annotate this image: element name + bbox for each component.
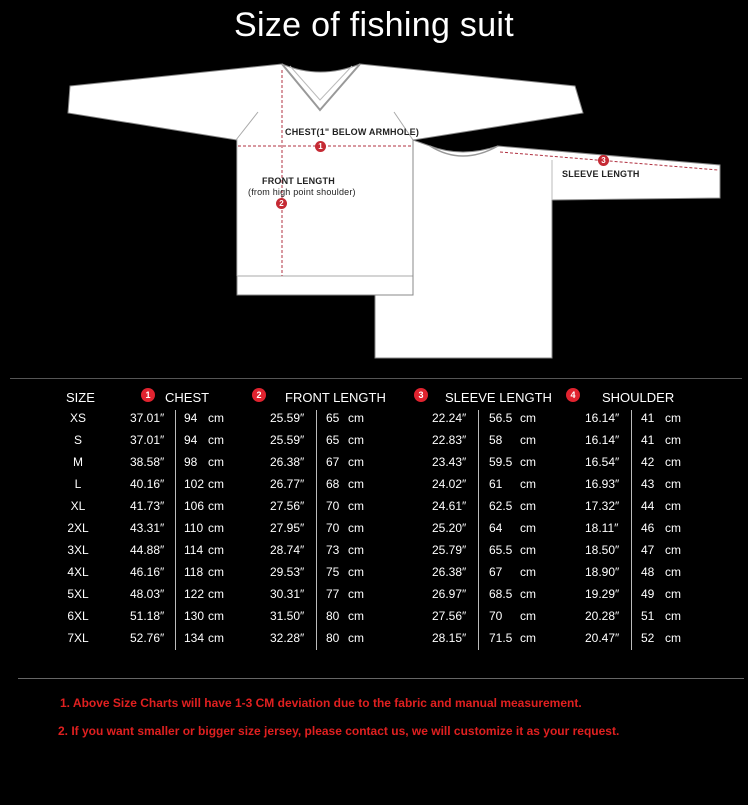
shoulder-unit-cell: cm: [665, 565, 681, 579]
size-cell: S: [73, 433, 82, 447]
size-cell: XS: [69, 411, 86, 425]
chest-inches-cell: 37.01″: [130, 411, 165, 425]
table-top-divider: [10, 378, 742, 379]
size-cell: XL: [70, 499, 86, 513]
front-header-badge: 2: [252, 388, 266, 402]
sleeve-cm-cell: 67: [489, 565, 503, 579]
sleeve-cm-cell: 68.5: [489, 587, 513, 601]
size-cell: M: [73, 455, 83, 469]
shoulder-cm-cell: 49: [641, 587, 655, 601]
front-unit-cell: cm: [348, 609, 364, 623]
shoulder-cm-cell: 42: [641, 455, 655, 469]
sleeve-inches-cell: 23.43″: [432, 455, 467, 469]
sleeve-badge: 3: [598, 155, 609, 166]
size-cell: 7XL: [67, 631, 89, 645]
sleeve-unit-cell: cm: [520, 609, 536, 623]
front-inches-cell: 26.77″: [270, 477, 305, 491]
chest-inches-cell: 52.76″: [130, 631, 165, 645]
sleeve-unit-cell: cm: [520, 411, 536, 425]
chest-cm-cell: 94: [184, 411, 198, 425]
chest-cm-cell: 114: [184, 543, 204, 557]
sleeve-unit-cell: cm: [520, 631, 536, 645]
sleeve-inches-cell: 25.79″: [432, 543, 467, 557]
front-inches-cell: 25.59″: [270, 411, 305, 425]
front-unit-cell: cm: [348, 521, 364, 535]
chest-unit-cell: cm: [208, 521, 224, 535]
table-row: [0, 517, 748, 539]
note-1: 1. Above Size Charts will have 1-3 CM deviation due to the fabric and manual measurement.: [60, 696, 582, 710]
shoulder-inches-cell: 18.50″: [585, 543, 620, 557]
chest-cm-cell: 106: [184, 499, 205, 513]
shoulder-unit-cell: cm: [665, 499, 681, 513]
shoulder-unit-cell: cm: [665, 609, 681, 623]
front-length-header: FRONT LENGTH: [285, 390, 386, 405]
front-inches-cell: 28.74″: [270, 543, 305, 557]
front-inches-cell: 27.56″: [270, 499, 305, 513]
size-cell: 5XL: [67, 587, 89, 601]
sleeve-cm-cell: 65.5: [489, 543, 513, 557]
shoulder-unit-cell: cm: [665, 543, 681, 557]
sleeve-cm-cell: 59.5: [489, 455, 513, 469]
shoulder-unit-cell: cm: [665, 411, 681, 425]
chest-label: CHEST(1" BELOW ARMHOLE): [285, 127, 420, 137]
shoulder-unit-cell: cm: [665, 433, 681, 447]
front-unit-cell: cm: [348, 499, 364, 513]
shoulder-inches-cell: 16.14″: [585, 433, 620, 447]
shoulder-cm-cell: 44: [641, 499, 655, 513]
front-cm-cell: 67: [326, 455, 340, 469]
chest-unit-cell: cm: [208, 477, 224, 491]
sleeve-cm-cell: 56.5: [489, 411, 513, 425]
sleeve-inches-cell: 28.15″: [432, 631, 467, 645]
chest-unit-cell: cm: [208, 565, 224, 579]
table-row: [0, 473, 748, 495]
sleeve-unit-cell: cm: [520, 455, 536, 469]
notes-divider: [18, 678, 744, 679]
shoulder-cm-cell: 43: [641, 477, 655, 491]
front-inches-cell: 31.50″: [270, 609, 305, 623]
table-row: [0, 583, 748, 605]
shoulder-inches-cell: 18.11″: [585, 521, 619, 535]
chest-unit-cell: cm: [208, 631, 224, 645]
shoulder-inches-cell: 16.93″: [585, 477, 620, 491]
shoulder-unit-cell: cm: [665, 477, 681, 491]
chest-cm-cell: 102: [184, 477, 205, 491]
front-cm-cell: 65: [326, 411, 340, 425]
size-cell: 3XL: [67, 543, 89, 557]
front-unit-cell: cm: [348, 565, 364, 579]
shoulder-cm-cell: 46: [641, 521, 655, 535]
front-unit-cell: cm: [348, 477, 364, 491]
chest-inches-cell: 46.16″: [130, 565, 165, 579]
chest-cm-cell: 134: [184, 631, 205, 645]
chest-cm-cell: 118: [184, 565, 204, 579]
front-cm-cell: 75: [326, 565, 340, 579]
sleeve-inches-cell: 24.02″: [432, 477, 467, 491]
shoulder-cm-cell: 52: [641, 631, 655, 645]
chest-unit-cell: cm: [208, 411, 224, 425]
table-row: [0, 627, 748, 649]
chest-cm-cell: 98: [184, 455, 198, 469]
front-unit-cell: cm: [348, 587, 364, 601]
sleeve-unit-cell: cm: [520, 543, 536, 557]
shoulder-inches-cell: 17.32″: [585, 499, 620, 513]
sleeve-cm-cell: 71.5: [489, 631, 513, 645]
chest-badge: 1: [315, 141, 326, 152]
chest-inches-cell: 38.58″: [130, 455, 165, 469]
shoulder-cm-cell: 51: [641, 609, 655, 623]
chest-header: CHEST: [165, 390, 210, 405]
sleeve-header-badge: 3: [414, 388, 428, 402]
chest-unit-cell: cm: [208, 587, 224, 601]
sleeve-inches-cell: 25.20″: [432, 521, 467, 535]
table-row: [0, 451, 748, 473]
shoulder-cm-cell: 41: [641, 411, 655, 425]
front-unit-cell: cm: [348, 455, 364, 469]
shoulder-header: SHOULDER: [602, 390, 675, 405]
table-row: [0, 561, 748, 583]
table-row: [0, 407, 748, 429]
sleeve-unit-cell: cm: [520, 587, 536, 601]
sleeve-unit-cell: cm: [520, 477, 536, 491]
chest-unit-cell: cm: [208, 433, 224, 447]
front-length-sublabel: (from high point shoulder): [248, 187, 356, 197]
size-header: SIZE: [66, 390, 95, 405]
shoulder-inches-cell: 20.47″: [585, 631, 620, 645]
front-cm-cell: 65: [326, 433, 340, 447]
sleeve-inches-cell: 26.38″: [432, 565, 467, 579]
chest-unit-cell: cm: [208, 455, 224, 469]
shoulder-unit-cell: cm: [665, 631, 681, 645]
chest-unit-cell: cm: [208, 609, 224, 623]
garment-figure: [0, 0, 748, 370]
back-jersey-shape: [375, 140, 720, 358]
shoulder-header-badge: 4: [566, 388, 580, 402]
shoulder-inches-cell: 19.29″: [585, 587, 620, 601]
shoulder-inches-cell: 18.90″: [585, 565, 620, 579]
size-cell: 4XL: [67, 565, 89, 579]
shoulder-cm-cell: 47: [641, 543, 655, 557]
sleeve-unit-cell: cm: [520, 499, 536, 513]
chest-header-badge: 1: [141, 388, 155, 402]
sleeve-cm-cell: 58: [489, 433, 503, 447]
chest-cm-cell: 122: [184, 587, 205, 601]
chest-inches-cell: 44.88″: [130, 543, 165, 557]
sleeve-label: SLEEVE LENGTH: [562, 169, 640, 179]
chest-inches-cell: 51.18″: [130, 609, 165, 623]
sleeve-cm-cell: 62.5: [489, 499, 513, 513]
chest-inches-cell: 43.31″: [130, 521, 165, 535]
sleeve-inches-cell: 22.24″: [432, 411, 467, 425]
front-inches-cell: 27.95″: [270, 521, 305, 535]
front-cm-cell: 70: [326, 499, 340, 513]
chest-unit-cell: cm: [208, 543, 224, 557]
shoulder-unit-cell: cm: [665, 587, 681, 601]
front-length-badge: 2: [276, 198, 287, 209]
shoulder-unit-cell: cm: [665, 455, 681, 469]
front-inches-cell: 29.53″: [270, 565, 305, 579]
shoulder-cm-cell: 48: [641, 565, 655, 579]
sleeve-cm-cell: 70: [489, 609, 503, 623]
page-title: Size of fishing suit: [233, 6, 515, 44]
front-length-label: FRONT LENGTH: [262, 176, 335, 186]
chest-cm-cell: 130: [184, 609, 205, 623]
shoulder-cm-cell: 41: [641, 433, 655, 447]
front-cm-cell: 80: [326, 631, 340, 645]
shoulder-unit-cell: cm: [665, 521, 681, 535]
sleeve-inches-cell: 26.97″: [432, 587, 467, 601]
front-unit-cell: cm: [348, 433, 364, 447]
front-unit-cell: cm: [348, 631, 364, 645]
chest-unit-cell: cm: [208, 499, 224, 513]
sleeve-inches-cell: 24.61″: [432, 499, 467, 513]
front-cm-cell: 70: [326, 521, 340, 535]
sleeve-inches-cell: 22.83″: [432, 433, 467, 447]
front-inches-cell: 25.59″: [270, 433, 305, 447]
shoulder-inches-cell: 16.14″: [585, 411, 620, 425]
front-unit-cell: cm: [348, 543, 364, 557]
chest-inches-cell: 40.16″: [130, 477, 165, 491]
front-cm-cell: 77: [326, 587, 340, 601]
sleeve-cm-cell: 61: [489, 477, 503, 491]
sleeve-unit-cell: cm: [520, 565, 536, 579]
chest-inches-cell: 48.03″: [130, 587, 165, 601]
size-cell: 6XL: [67, 609, 89, 623]
sleeve-unit-cell: cm: [520, 433, 536, 447]
front-cm-cell: 73: [326, 543, 340, 557]
front-inches-cell: 26.38″: [270, 455, 305, 469]
size-cell: L: [74, 477, 82, 491]
sleeve-unit-cell: cm: [520, 521, 536, 535]
sleeve-length-header: SLEEVE LENGTH: [445, 390, 552, 405]
shoulder-inches-cell: 20.28″: [585, 609, 620, 623]
table-row: [0, 429, 748, 451]
front-inches-cell: 30.31″: [270, 587, 305, 601]
front-inches-cell: 32.28″: [270, 631, 305, 645]
front-cm-cell: 68: [326, 477, 340, 491]
note-2: 2. If you want smaller or bigger size jersey, please contact us, we will customize it as your request.: [58, 724, 620, 738]
table-row: [0, 495, 748, 517]
table-row: [0, 605, 748, 627]
sleeve-inches-cell: 27.56″: [432, 609, 467, 623]
size-cell: 2XL: [67, 521, 89, 535]
shoulder-inches-cell: 16.54″: [585, 455, 620, 469]
chest-inches-cell: 37.01″: [130, 433, 165, 447]
front-unit-cell: cm: [348, 411, 364, 425]
table-row: [0, 539, 748, 561]
chest-inches-cell: 41.73″: [130, 499, 165, 513]
sleeve-cm-cell: 64: [489, 521, 503, 535]
chest-cm-cell: 110: [184, 521, 204, 535]
front-cm-cell: 80: [326, 609, 340, 623]
chest-cm-cell: 94: [184, 433, 198, 447]
jersey-diagram: [0, 0, 748, 370]
